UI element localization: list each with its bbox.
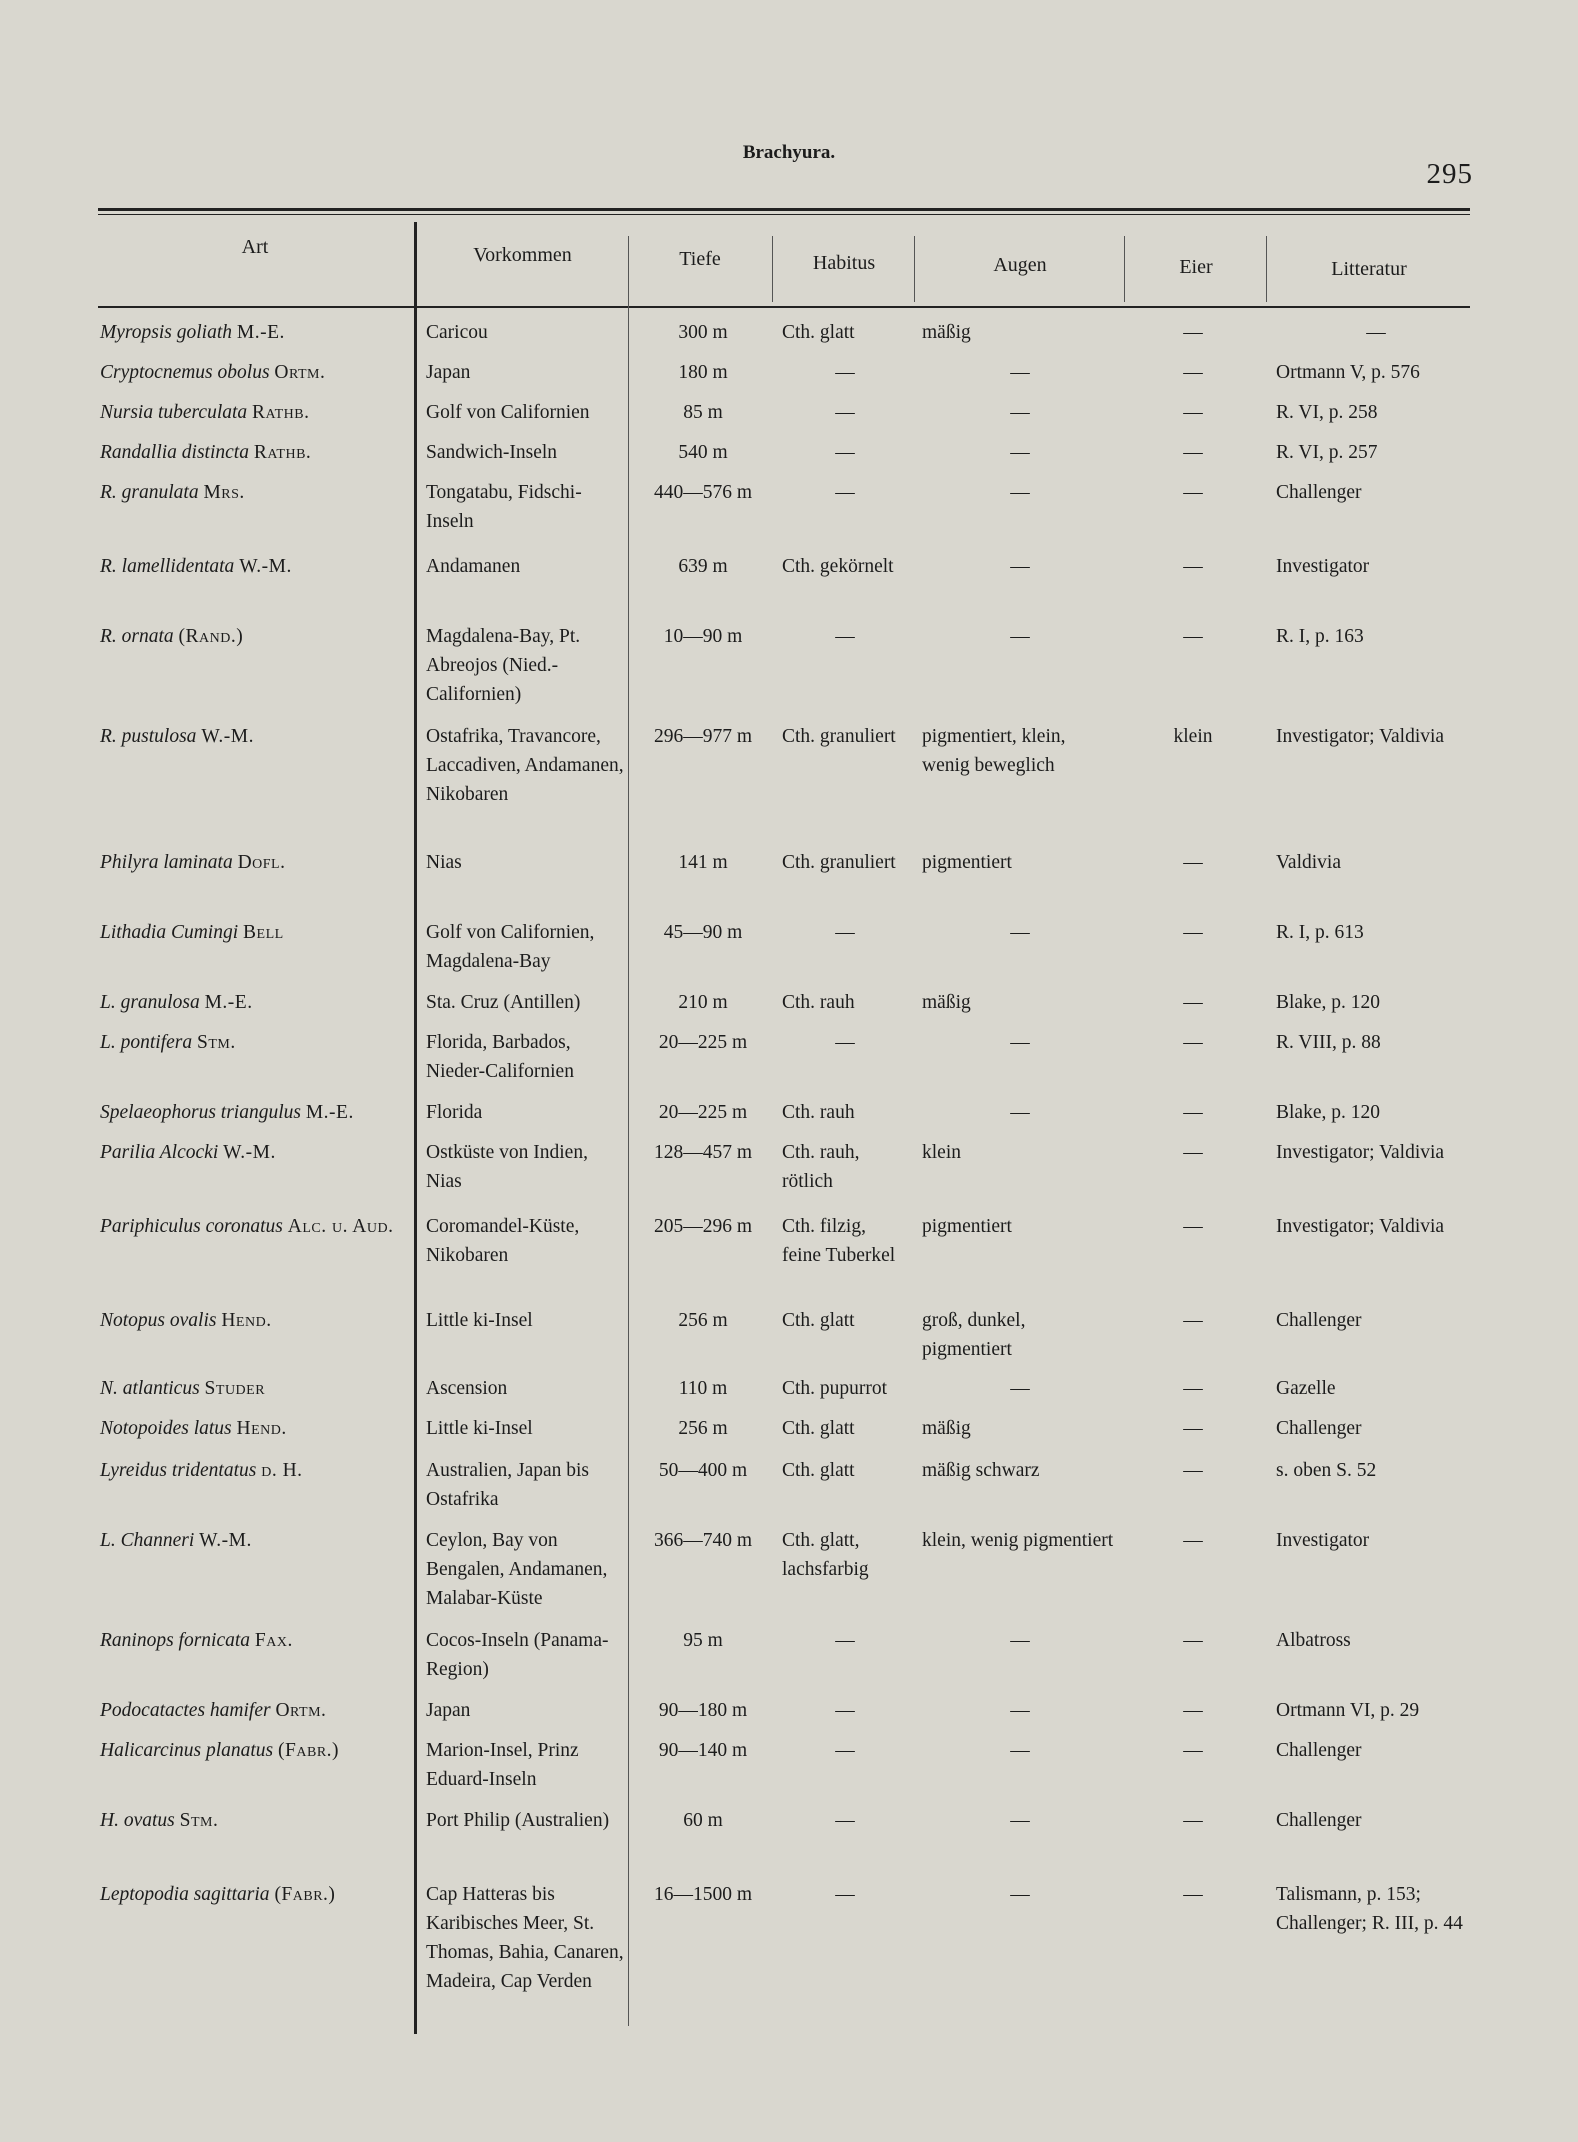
cell-litteratur: Blake, p. 120 — [1276, 1102, 1380, 1123]
cell-eier: — — [1183, 1142, 1203, 1163]
cell-vorkommen: Japan — [426, 362, 471, 383]
cell-habitus: Cth. glatt — [782, 1460, 855, 1481]
species-author: Rathb. — [252, 402, 310, 423]
species-name: Podocatactes hamifer — [100, 1700, 271, 1721]
cell-vorkommen: Magdalena-Bay, Pt. Abreojos (Nied.-Californien) — [426, 626, 581, 705]
species-author: Dofl. — [237, 852, 286, 873]
species-author: d. H. — [261, 1460, 303, 1481]
species-name: Raninops fornicata — [100, 1630, 251, 1651]
cell-tiefe: 50—400 m — [658, 1460, 748, 1481]
cell-litteratur: Valdivia — [1276, 852, 1341, 873]
cell-eier: — — [1183, 1216, 1203, 1237]
cell-augen: groß, dunkel, pigmentiert — [922, 1310, 1026, 1360]
cell-augen: — — [1010, 442, 1030, 463]
cell-augen: — — [1010, 1378, 1030, 1399]
cell-augen: — — [1010, 1884, 1030, 1905]
cell-eier: — — [1183, 1530, 1203, 1551]
cell-litteratur: R. I, p. 613 — [1276, 922, 1364, 943]
species-author: M.-E. — [204, 992, 253, 1013]
species-author: W.-M. — [201, 726, 255, 747]
column-divider-augen — [1124, 236, 1125, 302]
cell-litteratur: Investigator — [1276, 1530, 1370, 1551]
cell-litteratur: Gazelle — [1276, 1378, 1336, 1399]
cell-augen: — — [1010, 1740, 1030, 1761]
cell-art — [100, 478, 418, 507]
cell-tiefe: 10—90 m — [663, 626, 743, 647]
cell-augen: pigmentiert — [922, 1216, 1012, 1237]
page-number: 295 — [1426, 158, 1473, 190]
cell-vorkommen: Marion-Insel, Prinz Eduard-Inseln — [426, 1740, 579, 1790]
cell-tiefe: 540 m — [678, 442, 728, 463]
cell-litteratur: R. VIII, p. 88 — [1276, 1032, 1381, 1053]
column-divider-vorkommen — [628, 236, 629, 2026]
cell-habitus: — — [835, 362, 855, 383]
cell-eier: — — [1183, 1102, 1203, 1123]
cell-art — [100, 1098, 418, 1127]
species-author: Ortm. — [274, 362, 326, 383]
cell-litteratur: Investigator; Valdivia — [1276, 1216, 1445, 1237]
cell-augen: pigmentiert — [922, 852, 1012, 873]
cell-augen: — — [1010, 362, 1030, 383]
cell-augen: — — [1010, 1630, 1030, 1651]
species-name: Cryptocnemus obolus — [100, 362, 270, 383]
species-author: M.-E. — [236, 322, 285, 343]
cell-augen: — — [1010, 402, 1030, 423]
cell-art — [100, 622, 418, 651]
cell-litteratur: Ortmann VI, p. 29 — [1276, 1700, 1420, 1721]
species-name: Leptopodia sagittaria — [100, 1884, 270, 1905]
cell-litteratur: — — [1366, 322, 1386, 343]
cell-habitus: Cth. rauh — [782, 992, 855, 1013]
cell-art — [100, 1212, 418, 1241]
cell-eier: — — [1183, 1884, 1203, 1905]
cell-eier: — — [1183, 992, 1203, 1013]
cell-vorkommen: Australien, Japan bis Ostafrika — [426, 1460, 590, 1510]
cell-eier: — — [1183, 402, 1203, 423]
cell-tiefe: 210 m — [678, 992, 728, 1013]
cell-augen: — — [1010, 482, 1030, 503]
column-header-augen: Augen — [993, 254, 1047, 276]
cell-litteratur: Challenger — [1276, 1810, 1362, 1831]
column-divider-habitus — [914, 236, 915, 302]
cell-habitus: Cth. pupurrot — [782, 1378, 888, 1399]
cell-art — [100, 1736, 418, 1765]
cell-tiefe: 20—225 m — [658, 1032, 748, 1053]
column-divider-eier — [1266, 236, 1267, 302]
cell-tiefe: 256 m — [678, 1418, 728, 1439]
cell-tiefe: 639 m — [678, 556, 728, 577]
cell-vorkommen: Florida, Barbados, Nieder-Californien — [426, 1032, 574, 1082]
cell-augen: — — [1010, 626, 1030, 647]
cell-vorkommen: Florida — [426, 1102, 483, 1123]
species-author: Stm. — [196, 1032, 236, 1053]
cell-tiefe: 110 m — [678, 1378, 728, 1399]
cell-art — [100, 1526, 418, 1555]
cell-tiefe: 180 m — [678, 362, 728, 383]
cell-art — [100, 1626, 418, 1655]
cell-vorkommen: Little ki-Insel — [426, 1418, 533, 1439]
cell-tiefe: 256 m — [678, 1310, 728, 1331]
cell-vorkommen: Andamanen — [426, 556, 521, 577]
cell-augen: mäßig — [922, 992, 971, 1013]
species-name: N. atlanticus — [100, 1378, 200, 1399]
cell-art — [100, 722, 418, 751]
running-head: Brachyura. — [742, 142, 836, 163]
cell-habitus: Cth. glatt, lachsfarbig — [782, 1530, 869, 1580]
species-name: Randallia distincta — [100, 442, 249, 463]
cell-litteratur: Ortmann V, p. 576 — [1276, 362, 1420, 383]
cell-eier: — — [1183, 322, 1203, 343]
cell-art — [100, 988, 418, 1017]
cell-tiefe: 95 m — [683, 1630, 723, 1651]
cell-vorkommen: Sandwich-Inseln — [426, 442, 558, 463]
species-author: (Fabr.) — [274, 1884, 336, 1905]
column-header-art: Art — [241, 236, 269, 258]
cell-habitus: Cth. filzig, feine Tuberkel — [782, 1216, 896, 1266]
cell-habitus: Cth. granuliert — [782, 852, 896, 873]
cell-art — [100, 1414, 418, 1443]
cell-habitus: Cth. rauh, rötlich — [782, 1142, 860, 1192]
species-author: Alc. u. Aud. — [287, 1216, 394, 1237]
cell-art — [100, 1306, 418, 1335]
cell-vorkommen: Port Philip (Australien) — [426, 1810, 610, 1831]
cell-tiefe: 300 m — [678, 322, 728, 343]
cell-vorkommen: Little ki-Insel — [426, 1310, 533, 1331]
column-header-eier: Eier — [1179, 256, 1213, 278]
cell-eier: — — [1183, 1740, 1203, 1761]
species-author: W.-M. — [199, 1530, 252, 1551]
species-name: R. pustulosa — [100, 726, 197, 747]
species-author: (Rand.) — [178, 626, 244, 647]
species-name: R. lamellidentata — [100, 556, 235, 577]
cell-art — [100, 1696, 418, 1725]
column-header-habitus: Habitus — [812, 252, 876, 274]
cell-litteratur: Challenger — [1276, 1310, 1362, 1331]
cell-habitus: — — [835, 1884, 855, 1905]
species-author: Stm. — [179, 1810, 219, 1831]
cell-augen: — — [1010, 922, 1030, 943]
cell-tiefe: 366—740 m — [653, 1530, 753, 1551]
cell-habitus: — — [835, 922, 855, 943]
table-header-rule — [98, 306, 1470, 308]
species-author: W.-M. — [223, 1142, 276, 1163]
species-name: Pariphiculus coronatus — [100, 1216, 283, 1237]
cell-vorkommen: Cocos-Inseln (Panama-Region) — [426, 1630, 609, 1680]
cell-augen: — — [1010, 1102, 1030, 1123]
cell-augen: — — [1010, 1032, 1030, 1053]
cell-tiefe: 20—225 m — [658, 1102, 748, 1123]
cell-eier: — — [1183, 1310, 1203, 1331]
cell-eier: — — [1183, 1810, 1203, 1831]
cell-habitus: — — [835, 1032, 855, 1053]
cell-eier: — — [1183, 482, 1203, 503]
species-name: R. granulata — [100, 482, 199, 503]
cell-vorkommen: Ascension — [426, 1378, 508, 1399]
cell-eier: — — [1183, 1032, 1203, 1053]
species-name: Parilia Alcocki — [100, 1142, 219, 1163]
cell-tiefe: 85 m — [683, 402, 723, 423]
column-header-vorkommen: Vorkommen — [473, 244, 572, 266]
column-header-tiefe: Tiefe — [679, 248, 721, 270]
cell-art — [100, 1806, 418, 1835]
species-name: Philyra laminata — [100, 852, 233, 873]
cell-litteratur: R. VI, p. 258 — [1276, 402, 1378, 423]
species-name: Notopoides latus — [100, 1418, 232, 1439]
cell-tiefe: 16—1500 m — [653, 1884, 753, 1905]
cell-litteratur: Challenger — [1276, 1418, 1362, 1439]
cell-eier: — — [1183, 1460, 1203, 1481]
cell-tiefe: 141 m — [678, 852, 728, 873]
species-author: (Fabr.) — [278, 1740, 340, 1761]
cell-augen: klein — [922, 1142, 961, 1163]
cell-augen: klein, wenig pigmentiert — [922, 1530, 1114, 1551]
species-author: Mrs. — [203, 482, 245, 503]
cell-habitus: — — [835, 626, 855, 647]
cell-eier: — — [1183, 922, 1203, 943]
cell-litteratur: Challenger — [1276, 1740, 1362, 1761]
cell-habitus: — — [835, 442, 855, 463]
cell-vorkommen: Ceylon, Bay von Bengalen, Andamanen, Malabar-Küste — [426, 1530, 608, 1609]
cell-augen: — — [1010, 1700, 1030, 1721]
table-top-rule — [98, 208, 1470, 215]
cell-litteratur: R. VI, p. 257 — [1276, 442, 1378, 463]
cell-eier: — — [1183, 1700, 1203, 1721]
species-name: Nursia tuberculata — [100, 402, 248, 423]
species-author: Bell — [243, 922, 284, 943]
cell-art — [100, 358, 418, 387]
cell-art — [100, 848, 418, 877]
cell-art — [100, 1028, 418, 1057]
cell-art — [100, 1374, 418, 1403]
species-name: R. ornata — [100, 626, 174, 647]
cell-eier: — — [1183, 442, 1203, 463]
cell-habitus: Cth. rauh — [782, 1102, 855, 1123]
cell-habitus: Cth. glatt — [782, 322, 855, 343]
cell-litteratur: Challenger — [1276, 482, 1362, 503]
cell-eier: — — [1183, 626, 1203, 647]
cell-litteratur: R. I, p. 163 — [1276, 626, 1364, 647]
cell-art — [100, 438, 418, 467]
cell-tiefe: 60 m — [683, 1810, 723, 1831]
cell-tiefe: 205—296 m — [653, 1216, 753, 1237]
species-name: Lyreidus tridentatus — [100, 1460, 257, 1481]
cell-augen: — — [1010, 1810, 1030, 1831]
cell-tiefe: 296—977 m — [653, 726, 753, 747]
cell-vorkommen: Ostküste von Indien, Nias — [426, 1142, 588, 1192]
cell-litteratur: Blake, p. 120 — [1276, 992, 1380, 1013]
cell-vorkommen: Japan — [426, 1700, 471, 1721]
cell-tiefe: 128—457 m — [653, 1142, 753, 1163]
cell-habitus: — — [835, 1630, 855, 1651]
cell-habitus: — — [835, 1700, 855, 1721]
cell-art — [100, 1138, 418, 1167]
cell-eier: — — [1183, 1418, 1203, 1439]
column-header-litteratur: Litteratur — [1331, 258, 1407, 280]
cell-vorkommen: Nias — [426, 852, 462, 873]
cell-tiefe: 90—180 m — [658, 1700, 748, 1721]
cell-tiefe: 45—90 m — [663, 922, 743, 943]
cell-vorkommen: Caricou — [426, 322, 488, 343]
cell-vorkommen: Ostafrika, Travancore, Laccadiven, Andamanen, Nikobaren — [426, 726, 624, 805]
species-author: Hend. — [221, 1310, 272, 1331]
column-divider-tiefe — [772, 236, 773, 302]
species-author: W.-M. — [239, 556, 292, 577]
species-name: Spelaeophorus triangulus — [100, 1102, 301, 1123]
cell-vorkommen: Cap Hatteras bis Karibisches Meer, St. Thomas, Bahia, Canaren, Madeira, Cap Verden — [426, 1884, 624, 1992]
cell-augen: mäßig — [922, 322, 971, 343]
cell-tiefe: 440—576 m — [653, 482, 753, 503]
cell-eier: — — [1183, 1630, 1203, 1651]
cell-art — [100, 918, 418, 947]
cell-vorkommen: Tongatabu, Fidschi-Inseln — [426, 482, 582, 532]
cell-habitus: Cth. gekörnelt — [782, 556, 894, 577]
cell-eier: — — [1183, 1378, 1203, 1399]
cell-litteratur: Investigator — [1276, 556, 1370, 577]
cell-vorkommen: Golf von Californien — [426, 402, 590, 423]
cell-eier: — — [1183, 852, 1203, 873]
species-author: Hend. — [236, 1418, 287, 1439]
species-author: Rathb. — [253, 442, 312, 463]
cell-vorkommen: Golf von Californien, Magdalena-Bay — [426, 922, 595, 972]
species-author: Fax. — [254, 1630, 293, 1651]
species-author: Ortm. — [275, 1700, 327, 1721]
cell-eier: — — [1183, 556, 1203, 577]
species-author: M.-E. — [305, 1102, 354, 1123]
cell-augen: — — [1010, 556, 1030, 577]
species-author: Studer — [204, 1378, 266, 1399]
cell-habitus: — — [835, 402, 855, 423]
cell-augen: pigmentiert, klein, wenig beweglich — [922, 726, 1066, 776]
cell-litteratur: Investigator; Valdivia — [1276, 726, 1445, 747]
species-name: L. pontifera — [100, 1032, 193, 1053]
cell-litteratur: Talismann, p. 153; Challenger; R. III, p. 44 — [1276, 1884, 1463, 1934]
species-name: Lithadia Cumingi — [100, 922, 239, 943]
species-name: Myropsis goliath — [100, 322, 232, 343]
cell-art — [100, 1880, 418, 1909]
cell-litteratur: s. oben S. 52 — [1276, 1460, 1377, 1481]
cell-eier: — — [1183, 362, 1203, 383]
cell-tiefe: 90—140 m — [658, 1740, 748, 1761]
cell-habitus: Cth. glatt — [782, 1418, 855, 1439]
species-name: Notopus ovalis — [100, 1310, 217, 1331]
cell-habitus: — — [835, 1810, 855, 1831]
cell-habitus: — — [835, 482, 855, 503]
cell-art — [100, 318, 418, 347]
cell-augen: mäßig schwarz — [922, 1460, 1040, 1481]
species-name: Halicarcinus planatus — [100, 1740, 274, 1761]
cell-art — [100, 398, 418, 427]
cell-art — [100, 552, 418, 581]
cell-litteratur: Albatross — [1276, 1630, 1351, 1651]
cell-art — [100, 1456, 418, 1485]
cell-litteratur: Investigator; Valdivia — [1276, 1142, 1445, 1163]
cell-habitus: Cth. glatt — [782, 1310, 855, 1331]
species-name: H. ovatus — [100, 1810, 175, 1831]
species-name: L. granulosa — [100, 992, 200, 1013]
cell-habitus: Cth. granuliert — [782, 726, 896, 747]
cell-vorkommen: Sta. Cruz (Antillen) — [426, 992, 581, 1013]
cell-habitus: — — [835, 1740, 855, 1761]
cell-eier: klein — [1173, 726, 1213, 747]
cell-augen: mäßig — [922, 1418, 971, 1439]
cell-vorkommen: Coromandel-Küste, Nikobaren — [426, 1216, 580, 1266]
species-name: L. Channeri — [100, 1530, 195, 1551]
